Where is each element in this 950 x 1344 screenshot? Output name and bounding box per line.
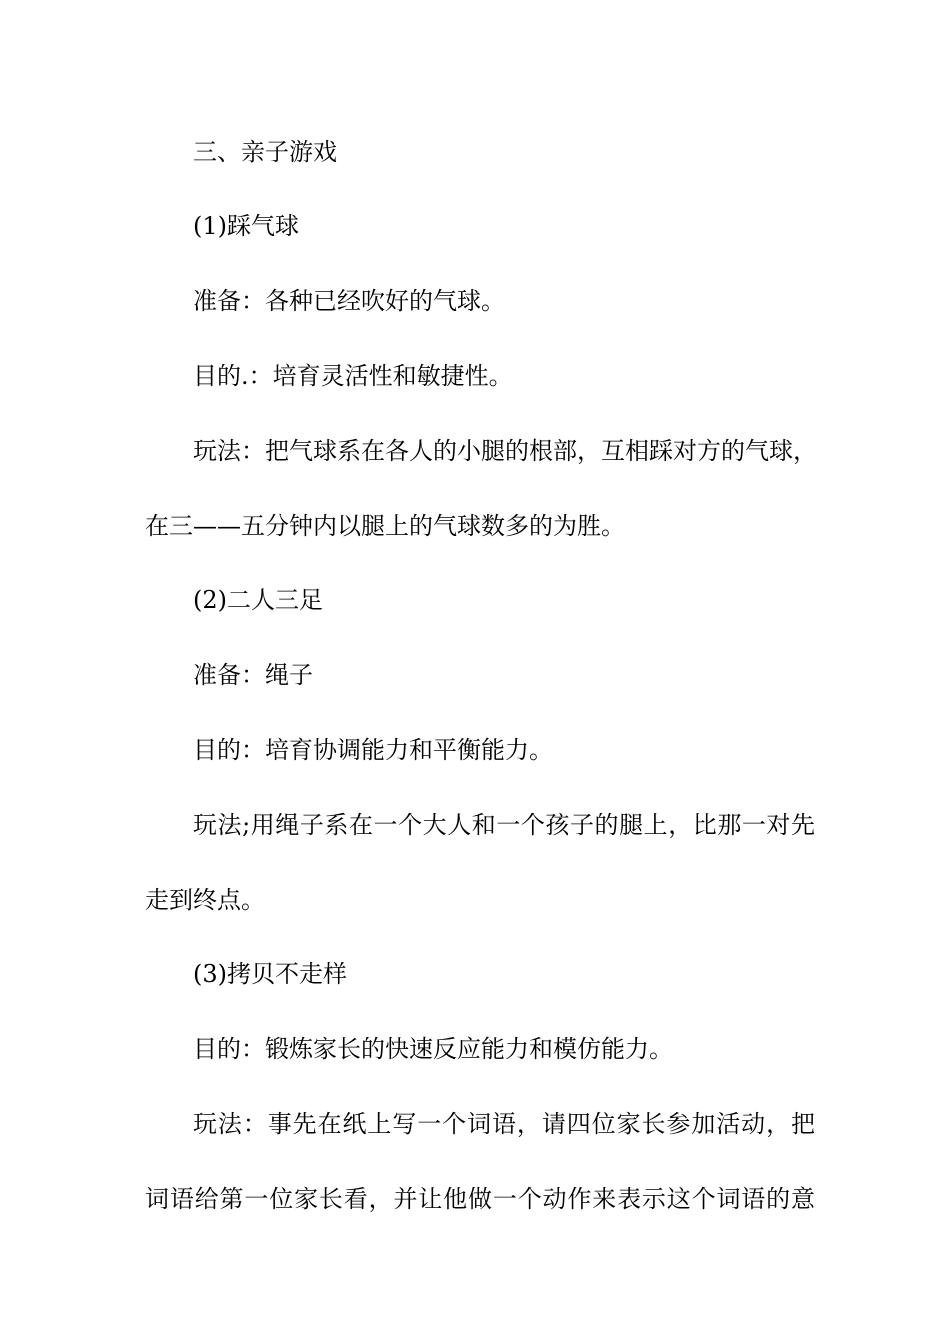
section-heading: 三、亲子游戏 (193, 138, 337, 166)
game-2-goal: 目的：培育协调能力和平衡能力。 (193, 736, 553, 764)
game-1-rules-line-2: 在三——五分钟内以腿上的气球数多的为胜。 (145, 512, 625, 540)
game-1-preparation: 准备：各种已经吹好的气球。 (193, 287, 505, 315)
game-2-title: (2)二人三足 (193, 586, 323, 614)
game-3-rules-line-1: 玩法：事先在纸上写一个词语，请四位家长参加活动，把 (193, 1110, 815, 1138)
game-1-rules-line-1: 玩法：把气球系在各人的小腿的根部，互相踩对方的气球， (193, 437, 817, 465)
game-2-preparation: 准备：绳子 (193, 661, 313, 689)
game-1-title: (1)踩气球 (193, 212, 299, 240)
game-2-rules-line-1: 玩法;用绳子系在一个大人和一个孩子的腿上，比那一对先 (193, 811, 815, 839)
game-3-rules-line-2: 词语给第一位家长看，并让他做一个动作来表示这个词语的意 (145, 1185, 815, 1213)
game-3-goal: 目的：锻炼家长的快速反应能力和模仿能力。 (193, 1035, 673, 1063)
game-1-goal: 目的.：培育灵活性和敏捷性。 (193, 362, 513, 390)
game-3-title: (3)拷贝不走样 (193, 960, 347, 988)
game-2-rules-line-2: 走到终点。 (145, 886, 265, 914)
